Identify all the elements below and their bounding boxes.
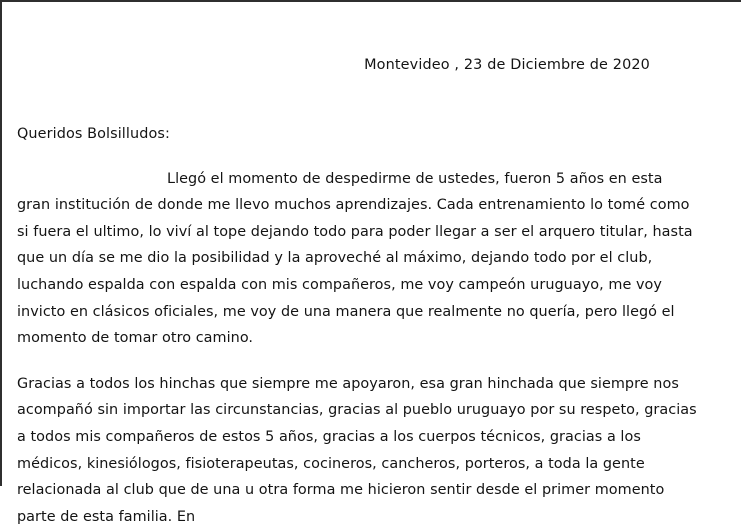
- dateline: Montevideo , 23 de Diciembre de 2020: [364, 57, 650, 73]
- salutation: Queridos Bolsilludos:: [17, 126, 170, 143]
- paragraph-1: Llegó el momento de despedirme de ustedes, fueron 5 años en esta gran institución de donde me llevo muchos aprendizajes. Cada entrenamiento lo tomé como si fuera el ultimo, lo viví al tope dejando todo para poder llegar a ser el arquero titular, hasta que un día se me dio la posibilidad y la aproveché al máximo, dejando todo por el club, luchando espalda con espalda con mis compañeros, me voy campeón uruguayo, me voy invicto en clásicos oficiales, me voy de una manera que realmente no quería, pero llegó el momento de tomar otro camino.: [17, 170, 693, 347]
- paragraph-2: Gracias a todos los hinchas que siempre me apoyaron, esa gran hinchada que siempre nos acompañó sin importar las circunstancias, gracias al pueblo uruguayo por su respeto, gracias a todos mis compañeros de estos 5 años, gracias a los cuerpos técnicos, gracias a los médicos, kinesiólogos, fisioterapeutas, cocineros, cancheros, porteros, a toda la gente relacionada al club que de una u otra forma me hicieron sentir desde el primer momento parte de esta familia. En: [17, 375, 697, 525]
- page-left-border: [0, 0, 2, 486]
- document-body: [17, 0, 724, 525]
